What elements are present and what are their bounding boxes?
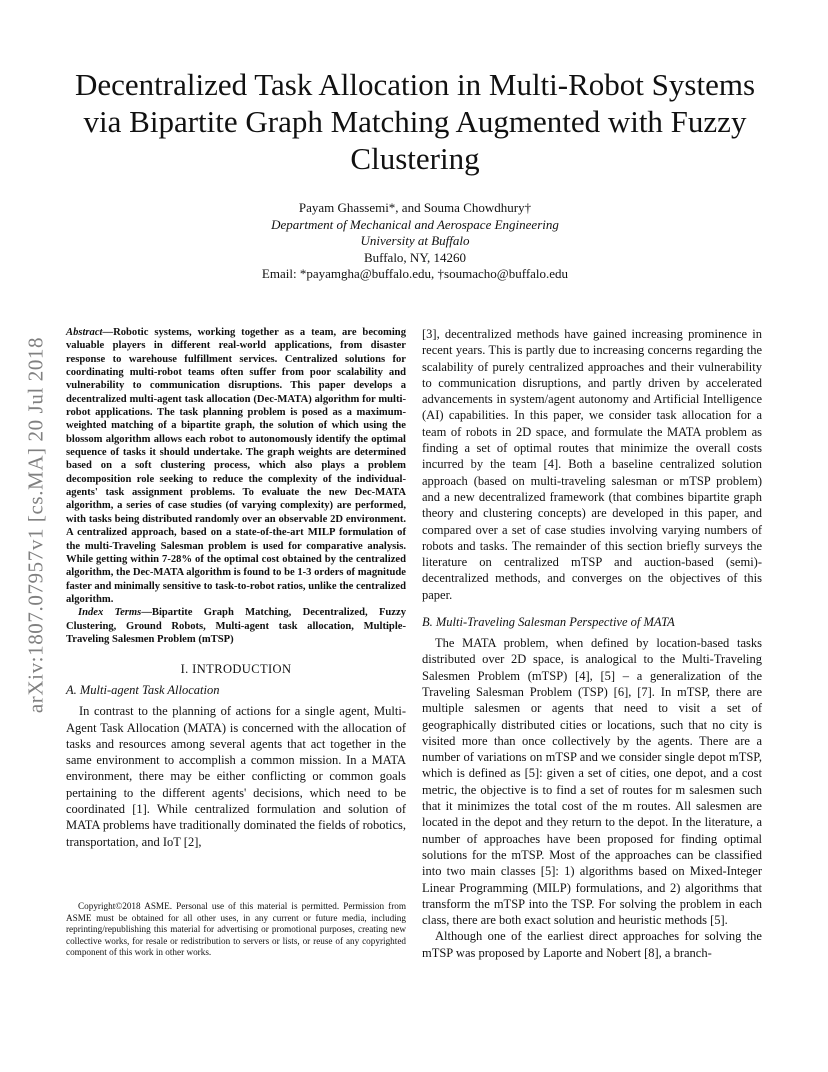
paper-title: Decentralized Task Allocation in Multi-Robot Systems via Bipartite Graph Matching Augmented with Fuzzy Clustering	[74, 67, 756, 176]
abstract-text: —Robotic systems, working together as a team, are becoming valuable players in different real-world applications, from disaster response to warehouse fulfillment services. Centralized solutions for coordinating multi-robot teams often suffer from poor scalability and vulnerability to communication disruptions. This paper develops a decentralized multi-agent task allocation (Dec-MATA) algorithm for multi-robot applications. The task planning problem is posed as a maximum-weighted matching of a bipartite graph, the solution of which using the blossom algorithm allows each robot to autonomously identify the optimal sequence of tasks it should undertake. The graph weights are determined based on a soft clustering process, which also plays a problem decomposition role seeking to reduce the complexity of the individual-agents' task assignment problems. To evaluate the new Dec-MATA algorithm, a series of case studies (of varying complexity) are performed, with tasks being distributed randomly over an observable 2D environment. A centralized approach, based on a state-of-the-art MILP formulation of the multi-Traveling Salesman problem is used for comparative analysis. While getting within 7-28% of the optimal cost obtained by the centralized algorithm, the Dec-MATA algorithm is found to be 1-3 orders of magnitude faster and minimally sensitive to task-to-robot ratios, unlike the centralized algorithm.	[66, 327, 406, 605]
right-column	[422, 326, 762, 961]
affiliation-address: Buffalo, NY, 14260	[363, 249, 467, 265]
index-terms-text: —Bipartite Graph Matching, Decentralized, Fuzzy Clustering, Ground Robots, Multi-agent task allocation, Multiple-Traveling Salesmen Problem (mTSP)	[66, 607, 407, 645]
paragraph-a2: [3], decentralized methods have gained increasing prominence in recent years. This is partly due to increasing concerns regarding the scalability of purely centralized approaches and their vulnerability to communication disruptions, and partly driven by accelerated advancements in system/agent autonomy and Artificial Intelligence (AI) capabilities. In this paper, we consider task allocation for a team of robots in 2D space, and formulate the MATA problem as finding a set of optimal routes that minimize the overall costs incurred by the team [4]. Both a baseline centralized solution approach (based on multi-traveling salesman or mTSP problem) and a new decentralized framework (that combines bipartite graph theory and clustering concepts) are developed in this paper, and compared over a set of case studies involving varying numbers of robots and tasks. The remainder of this section briefly surveys the literature on centralized mTSP and auction-based (semi)-decentralized methods, and converges on the objectives of this paper.	[422, 327, 762, 602]
paragraph-a1: In contrast to the planning of actions for a single agent, Multi-Agent Task Allocation (MATA) is concerned with the allocation of tasks and resources among several agents that act together in the same environment to accomplish a common mission. In a MATA environment, there may be either conflicting or common goals pertaining to the different agents' decisions, which need to be coordinated [1]. While centralized formulation and solution of MATA problems have traditionally dominated the fields of robotics, transportation, and IoT [2],	[66, 704, 406, 849]
author-names: Payam Ghassemi*, and Souma Chowdhury†	[298, 200, 532, 215]
subsection-heading-a: A. Multi-agent Task Allocation	[66, 683, 220, 698]
index-terms-label: Index Terms	[78, 607, 142, 619]
paragraph-b2: Although one of the earliest direct approaches for solving the mTSP was proposed by Laporte and Nobert [8], a branch-	[422, 929, 762, 960]
left-column	[66, 326, 406, 850]
section-heading-introduction: I. INTRODUCTION	[180, 662, 292, 677]
arxiv-stamp-text: arXiv:1807.07957v1 [cs.MA] 20 Jul 2018	[23, 336, 48, 714]
affiliation-university: University at Buffalo	[360, 233, 470, 248]
subsection-heading-b: B. Multi-Traveling Salesman Perspective of MATA	[422, 615, 675, 630]
paragraph-b1: The MATA problem, when defined by location-based tasks distributed over 2D space, is analogical to the Multi-Traveling Salesmen Problem (mTSP) [4], [5] – a generalization of the Traveling Salesman Problem (TSP) [6], [7]. In mTSP, there are multiple salesmen or agents that need to visit a set of geographically distributed cities or locations, such that no city is visited more than once collectively by the agents. There are a number of variations on mTSP and we consider single depot mTSP, which is defined as [5]: given a set of cities, one depot, and a cost metric, the objective is to find a set of routes for m salesmen such that it minimizes the total cost of the m routes. All salesmen are located in the depot and they return to the depot. In the literature, a number of approaches have been proposed for finding optimal solutions for the mTSP. Most of the approaches can be classified into two main classes [5]: 1) algorithms based on Mixed-Integer Linear Programming (MILP) formulations, and 2) algorithms that transform the mTSP into the TSP. For solving the problem in each class, there are both exact solution and heuristic methods [5].	[422, 636, 762, 928]
index-terms	[66, 606, 406, 646]
author-emails: Email: *payamgha@buffalo.edu, †soumacho@buffalo.edu	[261, 266, 569, 281]
author-block	[120, 200, 710, 283]
arxiv-stamp	[22, 290, 50, 760]
abstract	[66, 326, 406, 606]
affiliation-department: Department of Mechanical and Aerospace Engineering	[271, 216, 559, 232]
copyright-notice: Copyright©2018 ASME. Personal use of this material is permitted. Permission from ASME must be obtained for all other uses, in any current or future media, including reprinting/republishing this material for advertising or promotional purposes, creating new collective works, for resale or redistribution to servers or lists, or reuse of any copyrighted component of this work in other works.	[66, 901, 406, 957]
abstract-label: Abstract	[66, 327, 103, 338]
